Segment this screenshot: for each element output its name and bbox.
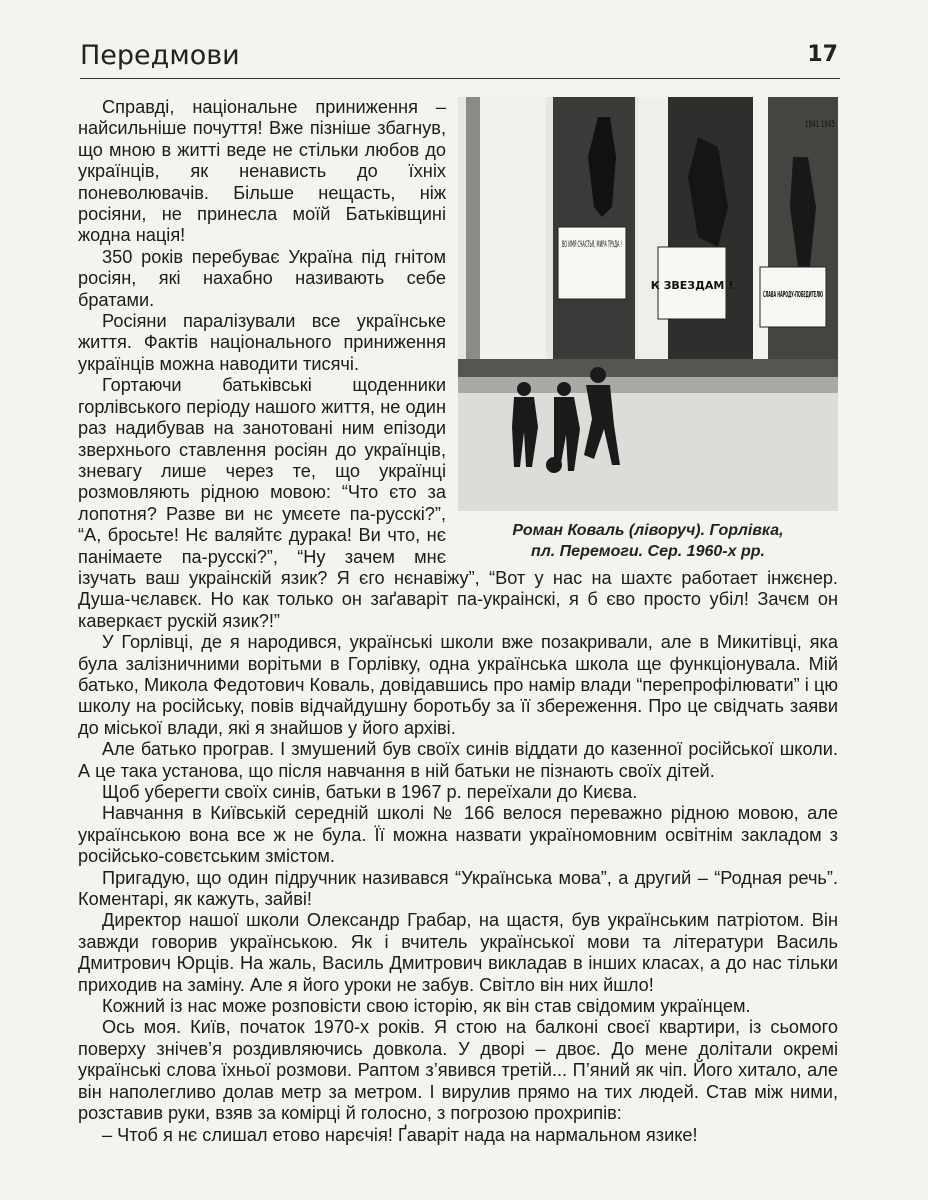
body-text — [78, 97, 838, 1146]
historical-photo — [458, 97, 838, 511]
paragraph: 350 років перебуває Україна під гнітом росіян, які нахабно називають себе братами. — [78, 246, 446, 310]
page-header — [80, 38, 840, 79]
paragraph: Справді, національне приниження – найсильніше почуття! Вже пізніше збагнув, що мною в житті веде не стільки любов до українців, як ненависть до їхніх поневолювачів. Більше нещасть, ніж росіяни, не принесла моїй Батьківщині жодна нація! — [78, 97, 446, 246]
dialog-line: – Чтоб я нє слишал етово нарєчія! Ґаваріт нада на нармальном язике! — [102, 1124, 698, 1145]
sign-text-3: СЛАВА НАРОДУ-ПОБЕДИТЕЛЮ — [763, 290, 823, 299]
paragraph: Навчання в Київській середній школі № 166 велося переважно рідною мовою, але українською вона все ж не була. Її можна назвати україномовним освітнім закладом з російсько-совєтським змістом. — [78, 803, 838, 867]
paragraph: У Горлівці, де я народився, українські школи вже позакривали, але в Микитівці, яка була залізничними ворітьми в Горлівку, одна українська школа ще функціонувала. Мій батько, Микола Федотович Коваль, довідавшись про намір влади “перепрофілювати” і цю школу на російську, повів відчайдушну боротьбу за її збереження. Про це свідчать заяви до міської влади, які я знайшов у його архіві. — [78, 632, 838, 738]
photo-caption — [458, 520, 838, 562]
page-number: 17 — [807, 42, 838, 67]
paragraph: Директор нашої школи Олександр Грабар, на щастя, був українським патріотом. Він завжди говорив українською. Як і вчитель української мови та літератури Василь Дмитрович Юрців. На жаль, Василь Дмитрович викладав в інших класах, а до нас тільки приходив на заміну. Але я його уроки не забув. Світло він них йшло! — [78, 910, 838, 995]
photo-illustration — [458, 97, 838, 511]
caption-line-1: Роман Коваль (ліворуч). Горлівка, — [512, 522, 784, 539]
paragraph: Гортаючи батьківські щоденники горлівського періоду нашого життя, не один раз надибував на занотовані ним епізоди зверхнього ставлення росіян до українців, зневагу лише через те, що українці розмовляють рідною мовою: “Что єто за лопотня? Разве ви нє умєете па-русскі?”, “А, бросьте! Нє валяйтє дурака! Ви что, нє панімаете па-русскі?”, “Ну зачем мнє ізучать ваш украінскій язик? Я єго нєнавіжу”, “Вот у нас на шахтє работает інжєнер. Душа-чєлавєк. Но как только он заґаваріт па-украінскі, я б єво просто убіл! Зачєм он каверкаєт рускій язик?!” — [78, 375, 838, 631]
photo-figure — [458, 97, 838, 562]
paragraph: Кожний із нас може розповісти свою історію, як він став свідомим українцем. — [102, 996, 751, 1017]
running-title: Передмови — [80, 40, 240, 71]
sign-text-1: ВО ИМЯ СЧАСТЬЯ, МИРА ТРУДА ! — [562, 240, 622, 250]
paragraph: Росіяни паралізували все українське життя. Фактів національного приниження українців можна наводити тисячі. — [78, 311, 446, 374]
paragraph: Ось моя. Київ, початок 1970-х років. Я стою на балконі своєї квартири, із сьомого поверху знічев’я роздивляючись довкола. У дворі – двоє. До мене долітали окремі українські слова їхньої розмови. Раптом з’явився третій... П’яний як чіп. Його хитало, але він наполегливо долав метр за метром. І вирулив прямо на тих людей. Став між ними, розставив руки, взяв за комірці й голосно, з погрозою прохрипів: — [78, 1017, 838, 1124]
paragraph: Щоб уберегти своїх синів, батьки в 1967 р. переїхали до Києва. — [102, 782, 638, 802]
paragraph: Але батько програв. І змушений був своїх синів віддати до казенної російської школи. А це така установа, що після навчання в ній батьки не пізнають своїх дітей. — [78, 739, 838, 781]
years-text: 1941 1945 — [805, 120, 835, 130]
sign-text-2: К ЗВЕЗДАМ ! — [650, 279, 734, 292]
paragraph: Пригадую, що один підручник називався “Українська мова”, а другий – “Родная речь”. Коментарі, як кажуть, зайві! — [78, 867, 838, 910]
caption-line-2: пл. Перемоги. Сер. 1960-х рр. — [531, 543, 765, 560]
